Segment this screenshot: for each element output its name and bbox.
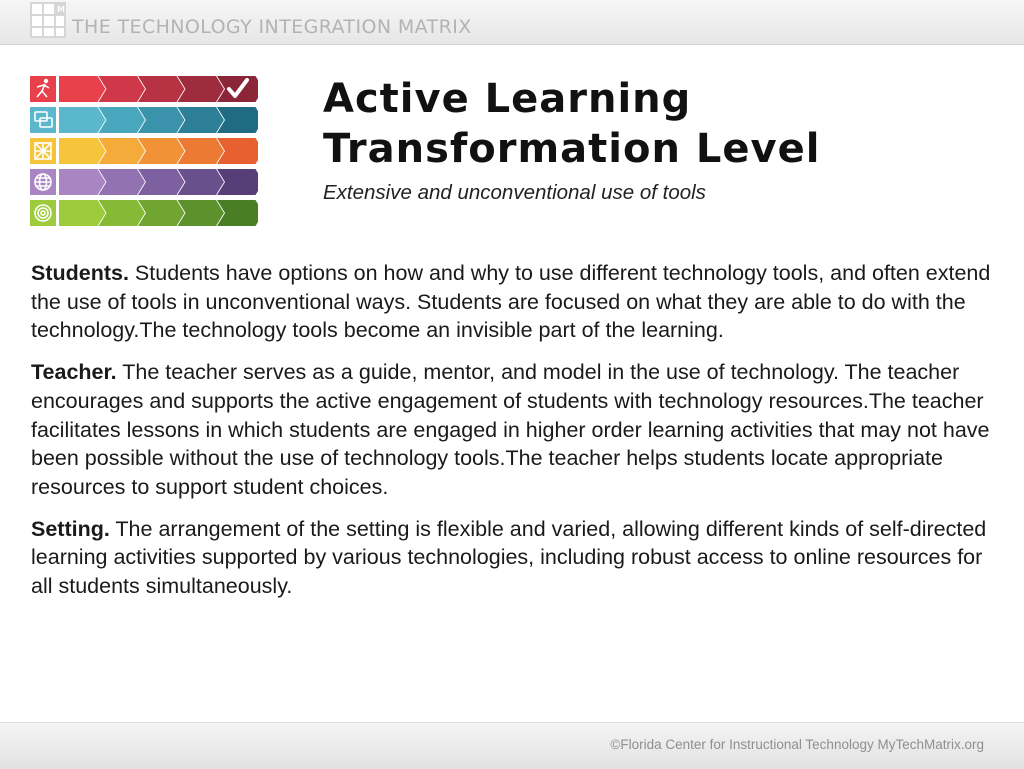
goal-directed-target-icon [30, 200, 56, 226]
teacher-text: The teacher serves as a guide, mentor, and model in the use of technology. The teacher encourages and supports the active engagement of students with technology resources.The teacher facilitates lessons in which students are engaged in higher order learning activities that may not have been possible without the use of technology tools.The teacher helps students locate appropriate resources to support student choices. [31, 360, 990, 499]
authentic-globe-icon [30, 169, 56, 195]
collaborative-chat-icon [30, 107, 56, 133]
svg-text:M: M [57, 5, 65, 14]
matrix-cell [59, 200, 106, 226]
matrix-row [30, 107, 258, 133]
technology-matrix-graphic [30, 76, 258, 230]
matrix-cell [59, 169, 106, 195]
page-title: Active Learning Transformation Level [323, 76, 821, 172]
page-subtitle: Extensive and unconventional use of tools [323, 181, 706, 204]
teacher-label: Teacher. [31, 360, 117, 385]
matrix-cell [59, 107, 106, 133]
footer-band [0, 722, 1024, 769]
students-paragraph [31, 259, 1006, 345]
setting-paragraph [31, 515, 1006, 601]
matrix-row [30, 138, 258, 164]
matrix-row [30, 200, 258, 226]
constructive-blocks-icon [30, 138, 56, 164]
setting-text: The arrangement of the setting is flexible and varied, allowing different kinds of self-directed learning activities supported by various technologies, including robust access to online resources for all students simultaneously. [31, 516, 987, 599]
matrix-cell [59, 138, 106, 164]
teacher-paragraph [31, 358, 1006, 502]
header-band [0, 0, 1024, 45]
students-text: Students have options on how and why to use different technology tools, and often extend the use of tools in unconventional ways. Students are focused on what they are able to do with the technology.The technology tools become an invisible part of the learning. [31, 261, 991, 343]
active-learner-icon [30, 76, 56, 102]
matrix-row [30, 76, 258, 102]
content-area [31, 259, 1006, 614]
students-label: Students. [31, 261, 129, 285]
footer-copyright: ©Florida Center for Instructional Technology MyTechMatrix.org [610, 737, 984, 752]
tim-logo-icon [30, 2, 66, 38]
matrix-row [30, 169, 258, 195]
header-title: THE TECHNOLOGY INTEGRATION MATRIX [72, 16, 472, 38]
setting-label: Setting. [31, 516, 110, 541]
matrix-cell [59, 76, 106, 102]
